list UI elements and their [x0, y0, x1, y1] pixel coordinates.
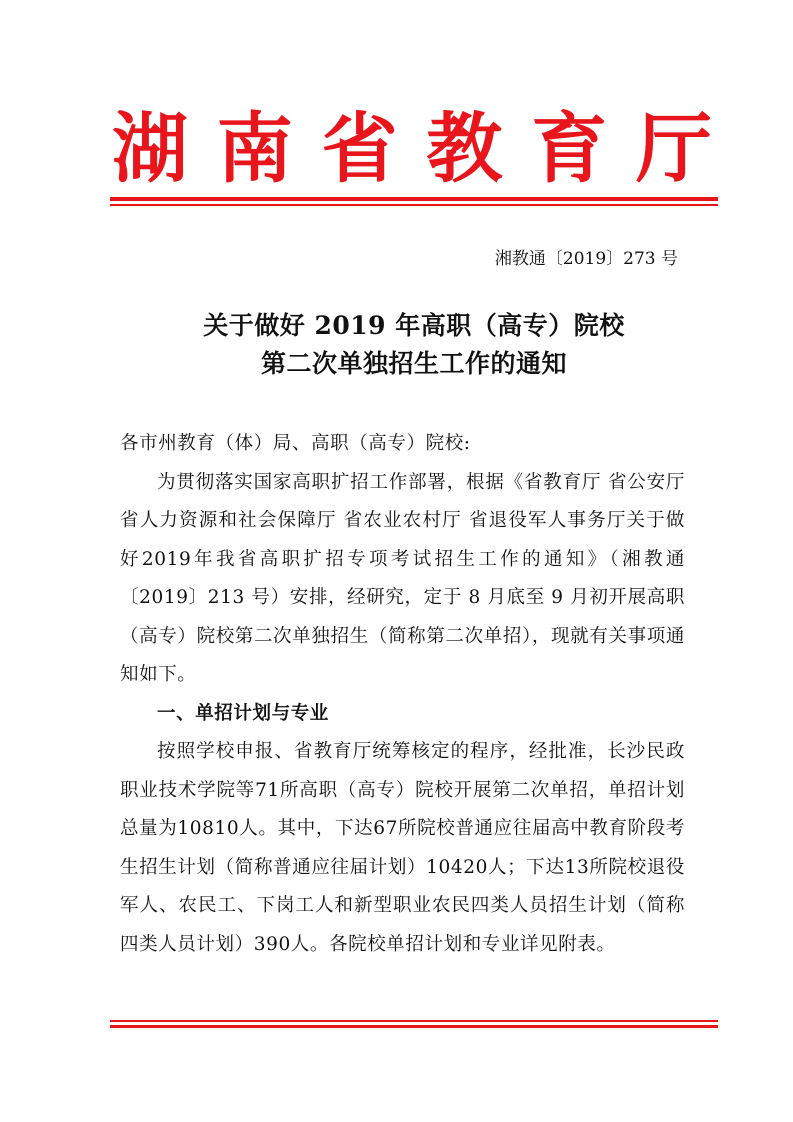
masthead-char: 湖 — [112, 104, 188, 193]
section-heading: 一、单招计划与专业 — [157, 702, 329, 724]
footer-divider-thick — [110, 1025, 718, 1028]
paragraph: 为贯彻落实国家高职扩招工作部署，根据《省教育厅 省公安厅 省人力资源和社会保障厅 省农业农村厅 省退役军人事务厅关于做好2019年我省高职扩招专项考试招生工作的通知》（湘教通〔2019〕213 号）安排，经研究，定于 8 月底至 9 月初开展高职（高专）院校第二次单独招生（简称第二次单招），现就有关事项通知如下。 — [120, 471, 685, 685]
paragraph: 按照学校申报、省教育厅统筹核定的程序，经批准，长沙民政职业技术学院等71所高职（高专）院校开展第二次单招，单招计划总量为10810人。其中，下达67所院校普通应往届高中教育阶段考生招生计划（简称普通应往届计划）10420人；下达13所院校退役军人、农民工、下岗工人和新型职业农民四类人员招生计划（简称四类人员计划）390人。各院校单招计划和专业详见附表。 — [120, 741, 685, 955]
footer-divider-thin — [110, 1020, 718, 1022]
masthead-char: 厅 — [635, 104, 712, 193]
masthead-title — [112, 104, 712, 194]
masthead-divider-thick — [110, 197, 718, 201]
masthead-char: 育 — [531, 104, 608, 193]
salutation: 各市州教育（体）局、高职（高专）院校: — [120, 433, 471, 454]
masthead-divider-thin — [110, 204, 718, 206]
masthead-char: 南 — [216, 104, 293, 193]
document-title-line2: 第二次单独招生工作的通知 — [260, 349, 567, 378]
masthead-char: 教 — [426, 104, 503, 193]
document-title-line1: 关于做好 2019 年高职（高专）院校 — [203, 311, 625, 340]
document-body — [120, 425, 685, 964]
document-number: 湘教通〔2019〕273 号 — [494, 249, 678, 269]
masthead-char: 省 — [321, 104, 398, 193]
